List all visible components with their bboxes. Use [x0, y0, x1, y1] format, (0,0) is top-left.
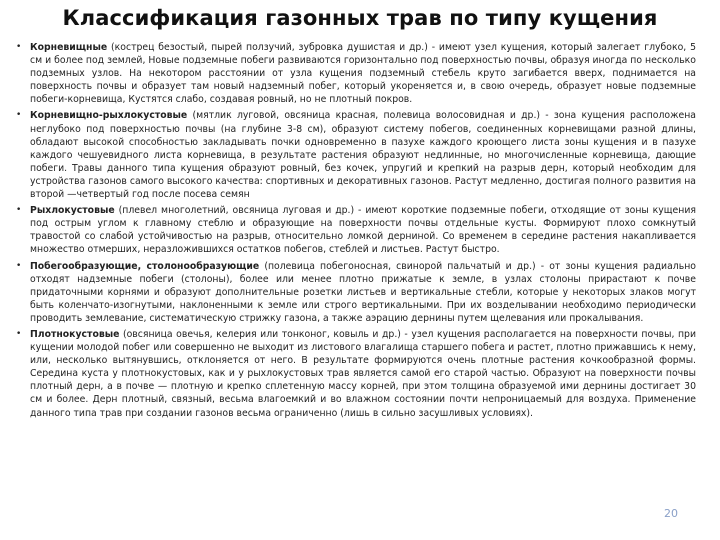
item-term: Корневищные [30, 42, 108, 53]
list-item [16, 328, 696, 420]
page-number: 20 [664, 507, 678, 520]
bullet-icon: • [16, 110, 22, 121]
list-item [16, 204, 696, 256]
item-text: (овсяница овечья, келерия или тонконог, ковыль и др.) - узел кущения располагается на поверхности почвы, при кущении молодой побег или совершенно не выходит из листового влагалища старшего побега и растет, плотно прижавшись к нему, или, несколько вытянувшись, отклоняется от него. В результате формируются очень плотные растения кочкообразной формы. Середина куста у плотнокустовых, как и у рыхлокустовых трав является самой его старой частью. Образуют на поверхности почвы плотный дерн, а в почве — плотную и крепко сплетенную массу корней, при этом толщина образуемой ими дернины достигает 30 см и более. Дерн плотный, связный, весьма влагоемкий и во влажном состоянии почти непроницаемый для воздуха. Применение данного типа трав при создании газонов весьма ограниченно (лишь в сильно засушливых условиях). [30, 328, 696, 419]
item-term: Плотнокустовые [30, 328, 120, 340]
list-item [16, 260, 696, 325]
item-term: Корневищно-рыхлокустовые [30, 110, 188, 122]
item-text: (плевел многолетний, овсяница луговая и др.) - имеют короткие подземные побеги, отходящие от зоны кущения под острым углом к главному стеблю и образующие на поверхности почвы отдельные кусты. Формируют плохо сомкнутый травостой со слабой устойчивостью на разрыв, относительно ломкой дерниной. Со временем в середине растения накапливается множество отмерших, неразложившихся остатков побегов, стеблей и листьев. Растут быстро. [30, 205, 696, 256]
bullet-icon: • [16, 328, 22, 339]
slide-content [16, 41, 696, 423]
item-term: Побегообразующие, столонообразующие [30, 260, 260, 272]
item-term: Рыхлокустовые [30, 205, 115, 217]
item-text: (кострец безостый, пырей ползучий, зубровка душистая и др.) - имеют узел кущения, который залегает глубоко, 5 см и более под землей, Новые подземные побеги развиваются горизонтально под поверхностью почвы, образуя иногда по несколько подземных узлов. На некотором расстоянии от узла кущения подземный стебель круто загибается вверх, поднимается на поверхность почвы и образует там новый надземный побег, который укореняется и, в свою очередь, образует новые подземные побеги-корневища, Кустятся слабо, создавая ровный, но не плотный покров. [30, 42, 696, 106]
list-item [16, 41, 696, 106]
slide-title: Классификация газонных трав по типу кущения [62, 6, 658, 30]
item-text: (мятлик луговой, овсяница красная, полевица волосовидная и др.) - зона кущения расположена неглубоко под поверхностью почвы (на глубине 3-8 см), образуют систему побегов, соединенных корневищами разной длины, обладают высокой способностью закладывать почки одновременно в пазухе каждого кроющего листа зоны кущения и в пазухе каждого чешуевидного листа корневища, в результате растения образуют недлинные, но многочисленные корневища, дающие побеги. Травы данного типа кущения образуют ровный, без кочек, упругий и крепкий на разрыв дерн, который необходим для устройства газонов самого высокого качества: спортивных и декоративных газонов. Растут медленно, достигая полного развития на второй —четвертый год после посева семян [30, 110, 696, 201]
list-item [16, 109, 696, 201]
item-text: (полевица побегоносная, свинорой пальчатый и др.) - от зоны кущения радиально отходят надземные побеги (столоны), более или менее плотно прижатые к земле, в узлах столоны прирастают к почве придаточными корнями и образуют дополнительные розетки листьев и вертикальные стебли, которые у некоторых злаков могут быть коленчато-изогнутыми, наклоненными к земле или строго вертикальными. При их возделывании необходимо периодически проводить землевание, систематическую стрижку газона, а также аэрацию дернины путем щелевания или прокалывания. [30, 260, 696, 324]
bullet-icon: • [16, 42, 22, 52]
bullet-icon: • [16, 205, 22, 216]
bullet-list [16, 41, 696, 420]
bullet-icon: • [16, 260, 22, 271]
